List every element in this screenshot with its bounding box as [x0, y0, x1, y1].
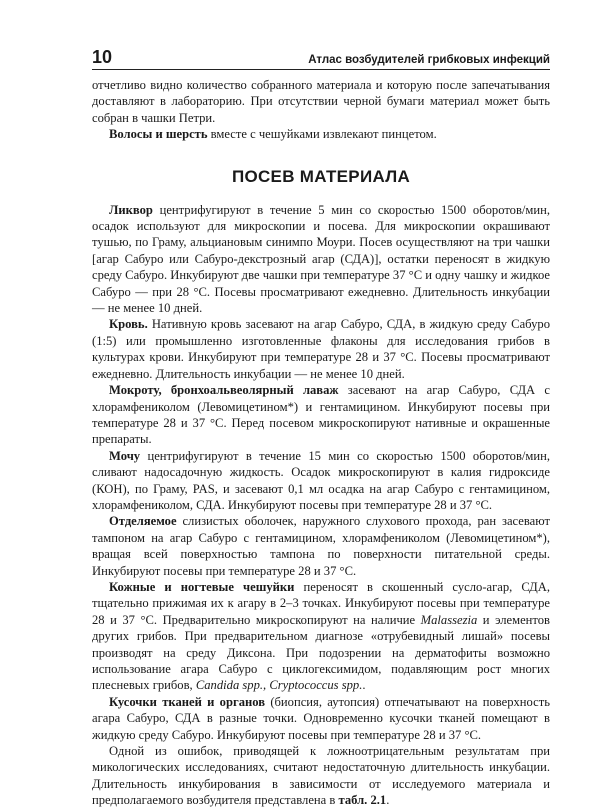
liquor-term: Ликвор — [109, 202, 153, 217]
hair-paragraph — [92, 126, 550, 142]
blood-term: Кровь. — [109, 317, 148, 332]
candida-cryptococcus-species: Candida spp., Cryptococcus spp. — [195, 678, 363, 693]
sputum-text: засевают на агар Сабуро, СДА с хлорамфениколом (Левомицетином*) и гентамицином. Инкубируют посевы при температуре 28 и 37 °С. Перед посевом микроскопируют нативные и окрашенные препараты. — [92, 383, 550, 447]
running-header — [92, 36, 550, 70]
blood-text: Нативную кровь засевают на агар Сабуро, СДА, в жидкую среду Сабуро (1:5) или промышленно изготовленные флаконы для исследования грибов в культурах крови. Инкубируют при температуре 28 и 37 °С. Посевы просматривают ежедневно. Длительность инкубации — не менее 10 дней. — [92, 317, 550, 381]
malassezia-species: Malassezia — [420, 612, 478, 627]
tissue-paragraph — [92, 694, 550, 743]
final-paragraph: Одной из ошибок, приводящей к ложноотрицательным результатам при микологических исследованиях, считают недостаточную длительность инкубации. Длительность инкубирования в зависимости от исследуемого материала и предполагаемого возбудителя представлена в табл. 2.1. — [92, 744, 550, 808]
sputum-term: Мокроту, бронхоальвеолярный лаваж — [109, 383, 339, 398]
liquor-text: центрифугируют в течение 5 мин со скоростью 1500 оборотов/мин, осадок используют для микроскопии и посева. Для микроскопии окрашивают тушью, по Граму, альциановым синимпо Моури. Посев осуществляют на три чашки [агар Сабуро или Сабуро-декстрозный агар (СДА)], остатки переносят в жидкую среду Сабуро. Инкубируют две чашки при температуре 37 °С и одну чашку и жидкое Сабуро — при 28 °С. Посевы просматривают ежедневно. Длительность инкубации — не менее 10 дней. — [92, 202, 550, 316]
scales-paragraph: Кожные и ногтевые чешуйки переносят в скошенный сусло-агар, СДА, тщательно прижимая их к агару в 2–3 точках. Инкубируют посевы при температуре 28 и 37 °С. Предварительно микроскопируют на наличие Malassezia и элементов других грибов. При предварительном диагнозе «отрубевидный лишай» посевы производят на среду Диксона. При подозрении на дерматофиты возможно использование агара Сабуро с циклогексимидом, подавляющим рост многих плесневых грибов, Candida spp., Cryptococcus spp.. — [92, 579, 550, 693]
intro-paragraph: отчетливо видно количество собранного материала и которую после запечатывания доставляют в лабораторию. При отсутствии черной бумаги материал может быть собран в чашки Петри. — [92, 78, 550, 125]
liquor-paragraph — [92, 202, 550, 317]
discharge-term: Отделяемое — [109, 514, 177, 529]
running-title: Атлас возбудителей грибковых инфекций — [308, 53, 550, 66]
urine-paragraph — [92, 448, 550, 514]
page-number: 10 — [92, 47, 113, 67]
urine-text: центрифугируют в течение 15 мин со скоростью 1500 оборотов/мин, сливают надосадочную жидкость. Осадок микроскопируют в калия гидроксиде (КОН), по Граму, PAS, и засевают 0,1 мл осадка на агар Сабуро с гентамицином, хлорамфениколом, СДА. Инкубируют посевы при температуре 28 и 37 °С. — [92, 448, 550, 512]
sputum-paragraph — [92, 382, 550, 448]
discharge-text: слизистых оболочек, наружного слухового прохода, ран засевают тампоном на агар Сабуро с гентамицином, хлорамфениколом (Левомицетином*), вращая всей поверхностью тампона по поверхности питательной среды. Инкубируют посевы при температуре 28 и 37 °С. — [92, 514, 550, 578]
blood-paragraph — [92, 316, 550, 382]
hair-term: Волосы и шерсть — [109, 127, 208, 142]
urine-term: Мочу — [109, 448, 141, 463]
body-text — [92, 77, 550, 809]
hair-text: вместе с чешуйками извлекают пинцетом. — [207, 127, 437, 142]
final-text: Одной из ошибок, приводящей к ложноотрицательным результатам при микологических исследованиях, считают недостаточную длительность инкубации. Длительность инкубирования в зависимости от исследуемого материала и предполагаемого возбудителя представлена в — [92, 744, 550, 808]
scales-term: Кожные и ногтевые чешуйки — [109, 579, 295, 594]
scales-text-b: и элементов других грибов. При предварительном диагнозе «отрубевидный лишай» посевы производят на среду Диксона. При подозрении на дерматофиты возможно использование агара Сабуро с циклогексимидом, подавляющим рост многих плесневых грибов, — [92, 612, 550, 693]
section-title: ПОСЕВ МАТЕРИАЛА — [231, 166, 411, 186]
tissue-term: Кусочки тканей и органов — [109, 694, 266, 709]
tissue-text: (биопсия, аутопсия) отпечатывают на поверхность агара Сабуро, СДА в разные точки. Одновременно кусочки тканей помещают в жидкую среду Сабуро. Инкубируют посевы при температуре 28 и 37 °С. — [92, 694, 550, 742]
scales-text-a: переносят в скошенный сусло-агар, СДА, тщательно прижимая их к агару в 2–3 точках. Инкубируют посевы при температуре 28 и 37 °С. Предварительно микроскопируют на наличие — [92, 579, 550, 627]
table-reference: табл. 2.1 — [338, 793, 387, 808]
discharge-paragraph — [92, 513, 550, 579]
